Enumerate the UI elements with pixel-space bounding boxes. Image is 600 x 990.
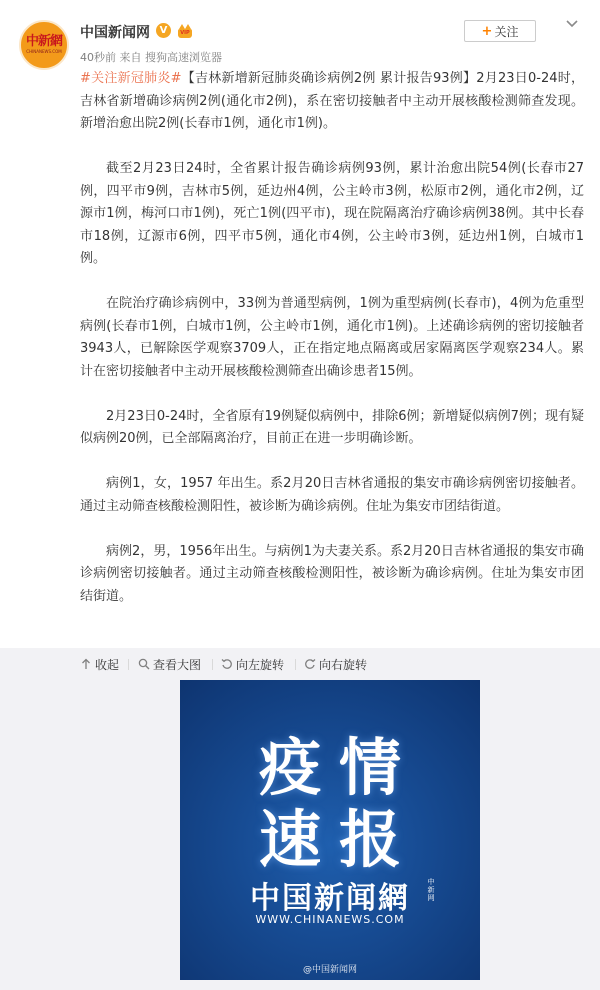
- collapse-label: 收起: [95, 657, 120, 672]
- poster-brand-side: 中新网: [427, 878, 435, 902]
- post-source[interactable]: 搜狗高速浏览器: [145, 51, 222, 64]
- rotate-right-label: 向右旋转: [319, 657, 368, 672]
- vip-crown-label: VIP: [178, 29, 192, 38]
- source-prefix: 来自: [119, 51, 142, 64]
- post-paragraph-6: 病例2，男，1956年出生。与病例1为夫妻关系。系2月20日吉林省通报的集安市确诊病例密切接触者。通过主动筛查核酸检测阳性，被诊断为确诊病例。住址为集安市团结街道。: [80, 543, 584, 604]
- poster-watermark: @中国新闻网: [302, 965, 357, 975]
- poster-brand: 中国新闻網: [250, 881, 410, 916]
- poster-title-line-1: 疫情: [258, 731, 419, 804]
- toolbar-divider: [128, 659, 129, 670]
- rotate-left-icon: [221, 658, 233, 670]
- media-toolbar: [0, 648, 600, 680]
- post-paragraph-2: 截至2月23日24时，全省累计报告确诊病例93例，累计治愈出院54例(长春市27例，四平市9例，吉林市5例，延边州4例，公主岭市3例，松原市2例，通化市2例，辽源市1例，梅河口市1例)，死亡1例(四平市)，现在院隔离治疗确诊病例38例。其中长春市18例，辽源市6例，四平市5例，通化市4例，公主岭市3例，延边州1例，白城市1例。: [80, 161, 584, 266]
- avatar-logo-subtext: CHINANEWS.COM: [26, 49, 62, 54]
- rotate-right-icon: [304, 658, 316, 670]
- magnifier-icon: [138, 658, 150, 670]
- post-paragraph-3: 在院治疗确诊病例中，33例为普通型病例，1例为重型病例(长春市)，4例为危重型病例(长春市1例，白城市1例，公主岭市1例，通化市1例)。上述确诊病例的密切接触者3943人，已解除医学观察3709人，正在指定地点隔离或居家隔离医学观察234人。累计在密切接触者中主动开展核酸检测筛查出确诊患者15例。: [80, 296, 584, 379]
- toolbar-divider: [212, 659, 213, 670]
- post-paragraph-4: 2月23日0-24时，全省原有19例疑似病例中，排除6例；新增疑似病例7例；现有疑似病例20例，已全部隔离治疗，目前正在进一步明确诊断。: [80, 408, 584, 446]
- collapse-button[interactable]: [80, 648, 119, 680]
- post-paragraph-5: 病例1，女，1957 年出生。系2月20日吉林省通报的集安市确诊病例密切接触者。通过主动筛查核酸检测阳性，被诊断为确诊病例。住址为集安市团结街道。: [80, 476, 584, 514]
- follow-button[interactable]: [464, 20, 536, 42]
- chevron-down-icon[interactable]: [566, 19, 578, 29]
- toolbar-divider: [295, 659, 296, 670]
- poster-url: WWW.CHINANEWS.COM: [255, 913, 405, 926]
- post-time[interactable]: 40秒前: [80, 51, 116, 64]
- verified-badge-icon: V: [156, 23, 171, 38]
- collapse-arrow-icon: [80, 658, 92, 670]
- follow-label: 关注: [494, 24, 519, 39]
- hashtag-link[interactable]: #关注新冠肺炎#: [80, 71, 182, 86]
- poster-title-line-2: 速报: [258, 803, 419, 876]
- post-meta: [80, 49, 222, 65]
- post-content: [80, 68, 584, 631]
- post-paragraph-1: [80, 68, 584, 136]
- rotate-left-label: 向左旋转: [236, 657, 285, 672]
- post-header: [0, 0, 600, 70]
- rotate-right-button[interactable]: [304, 648, 367, 680]
- view-large-label: 查看大图: [153, 657, 202, 672]
- plus-icon: +: [481, 23, 493, 39]
- post-image[interactable]: [180, 680, 480, 980]
- avatar[interactable]: [19, 20, 69, 70]
- user-name[interactable]: 中国新闻网: [80, 25, 150, 41]
- vip-crown-icon: [176, 22, 194, 38]
- view-large-button[interactable]: [138, 648, 201, 680]
- rotate-left-button[interactable]: [221, 648, 284, 680]
- avatar-logo-text: 中新網: [25, 34, 62, 49]
- post-paragraph-1-text: 【吉林新增新冠肺炎确诊病例2例 累计报告93例】2月23日0-24时，吉林省新增确诊病例2例(通化市2例)，系在密切接触者中主动开展核酸检测筛查发现。新增治愈出院2例(长春市1例，通化市1例)。: [80, 71, 584, 131]
